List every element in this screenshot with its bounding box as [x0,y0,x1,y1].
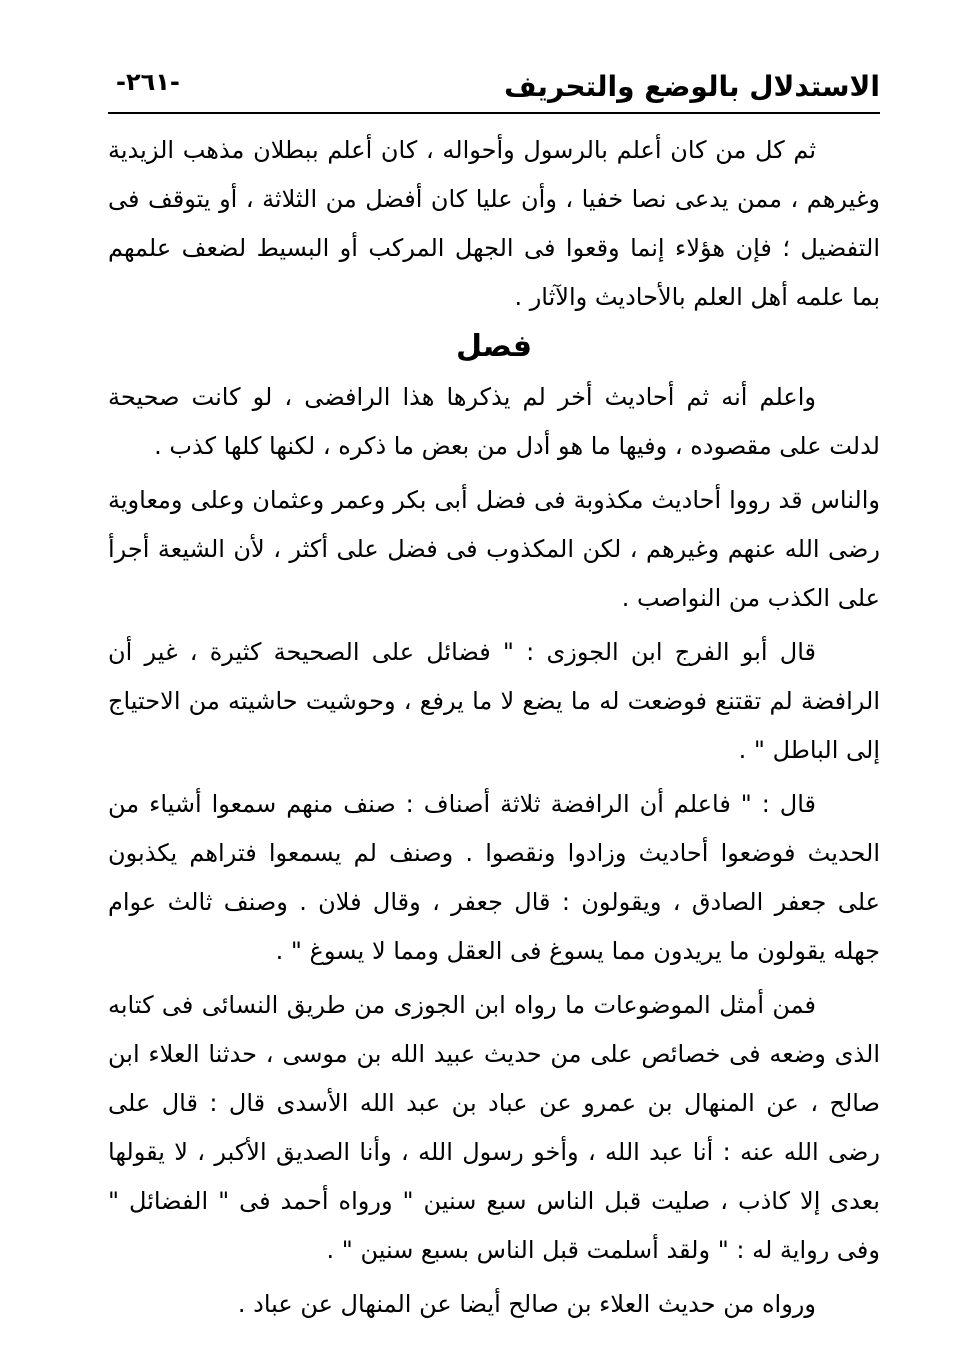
running-title: الاستدلال بالوضع والتحريف [504,70,880,103]
paragraph-5: قال : " فاعلم أن الرافضة ثلاثة أصناف : صنف منهم سمعوا أشياء من الحديث فوضعوا أحاديث وزادوا ونقصوا . وصنف لم يسمعوا فتراهم يكذبون على جعفر الصادق ، ويقولون : قال جعفر ، وقال فلان . وصنف ثالث عوام جهله يقولون ما يريدون مما يسوغ فى العقل ومما لا يسوغ " . [108,790,880,965]
page-header [108,60,880,108]
page-number: -٢٦١- [116,68,180,96]
paragraph-7: ورواه من حديث العلاء بن صالح أيضا عن المنهال عن عباد . [237,1290,816,1318]
section-heading: فصل [456,329,532,364]
header-rule [108,112,880,114]
paragraph-2: واعلم أنه ثم أحاديث أخر لم يذكرها هذا الرافضى ، لو كانت صحيحة لدلت على مقصوده ، وفيها ما هو أدل من بعض ما ذكره ، لكنها كلها كذب . [108,383,880,460]
paragraph-4: قال أبو الفرج ابن الجوزى : " فضائل على الصحيحة كثيرة ، غير أن الرافضة لم تقتنع فوضعت له ما يضع لا ما يرفع ، وحوشيت حاشيته من الاحتياج إلى الباطل " . [108,638,880,764]
paragraph-3: والناس قد رووا أحاديث مكذوبة فى فضل أبى بكر وعمر وعثمان وعلى ومعاوية رضى الله عنهم وغيرهم ، لكن المكذوب فى فضل على أكثر ، لأن الشيعة أجرأ على الكذب من النواصب . [108,486,880,612]
paragraph-6: فمن أمثل الموضوعات ما رواه ابن الجوزى من طريق النسائى فى كتابه الذى وضعه فى خصائص على من حديث عبيد الله بن موسى ، حدثنا العلاء ابن صالح ، عن المنهال بن عمرو عن عباد بن عبد الله الأسدى قال : قال على رضى الله عنه : أنا عبد الله ، وأخو رسول الله ، وأنا الصديق الأكبر ، لا يقولها بعدى إلا كاذب ، صليت قبل الناس سبع سنين " ورواه أحمد فى " الفضائل " وفى رواية له : " ولقد أسلمت قبل الناس بسبع سنين " . [108,991,880,1264]
paragraph-1: ثم كل من كان أعلم بالرسول وأحواله ، كان أعلم ببطلان مذهب الزيدية وغيرهم ، ممن يدعى نصا خفيا ، وأن عليا كان أفضل من الثلاثة ، أو يتوقف فى التفضيل ؛ فإن هؤلاء إنما وقعوا فى الجهل المركب أو البسيط لضعف علمهم بما علمه أهل العلم بالأحاديث والآثار . [108,136,880,311]
body-text [108,126,880,1334]
